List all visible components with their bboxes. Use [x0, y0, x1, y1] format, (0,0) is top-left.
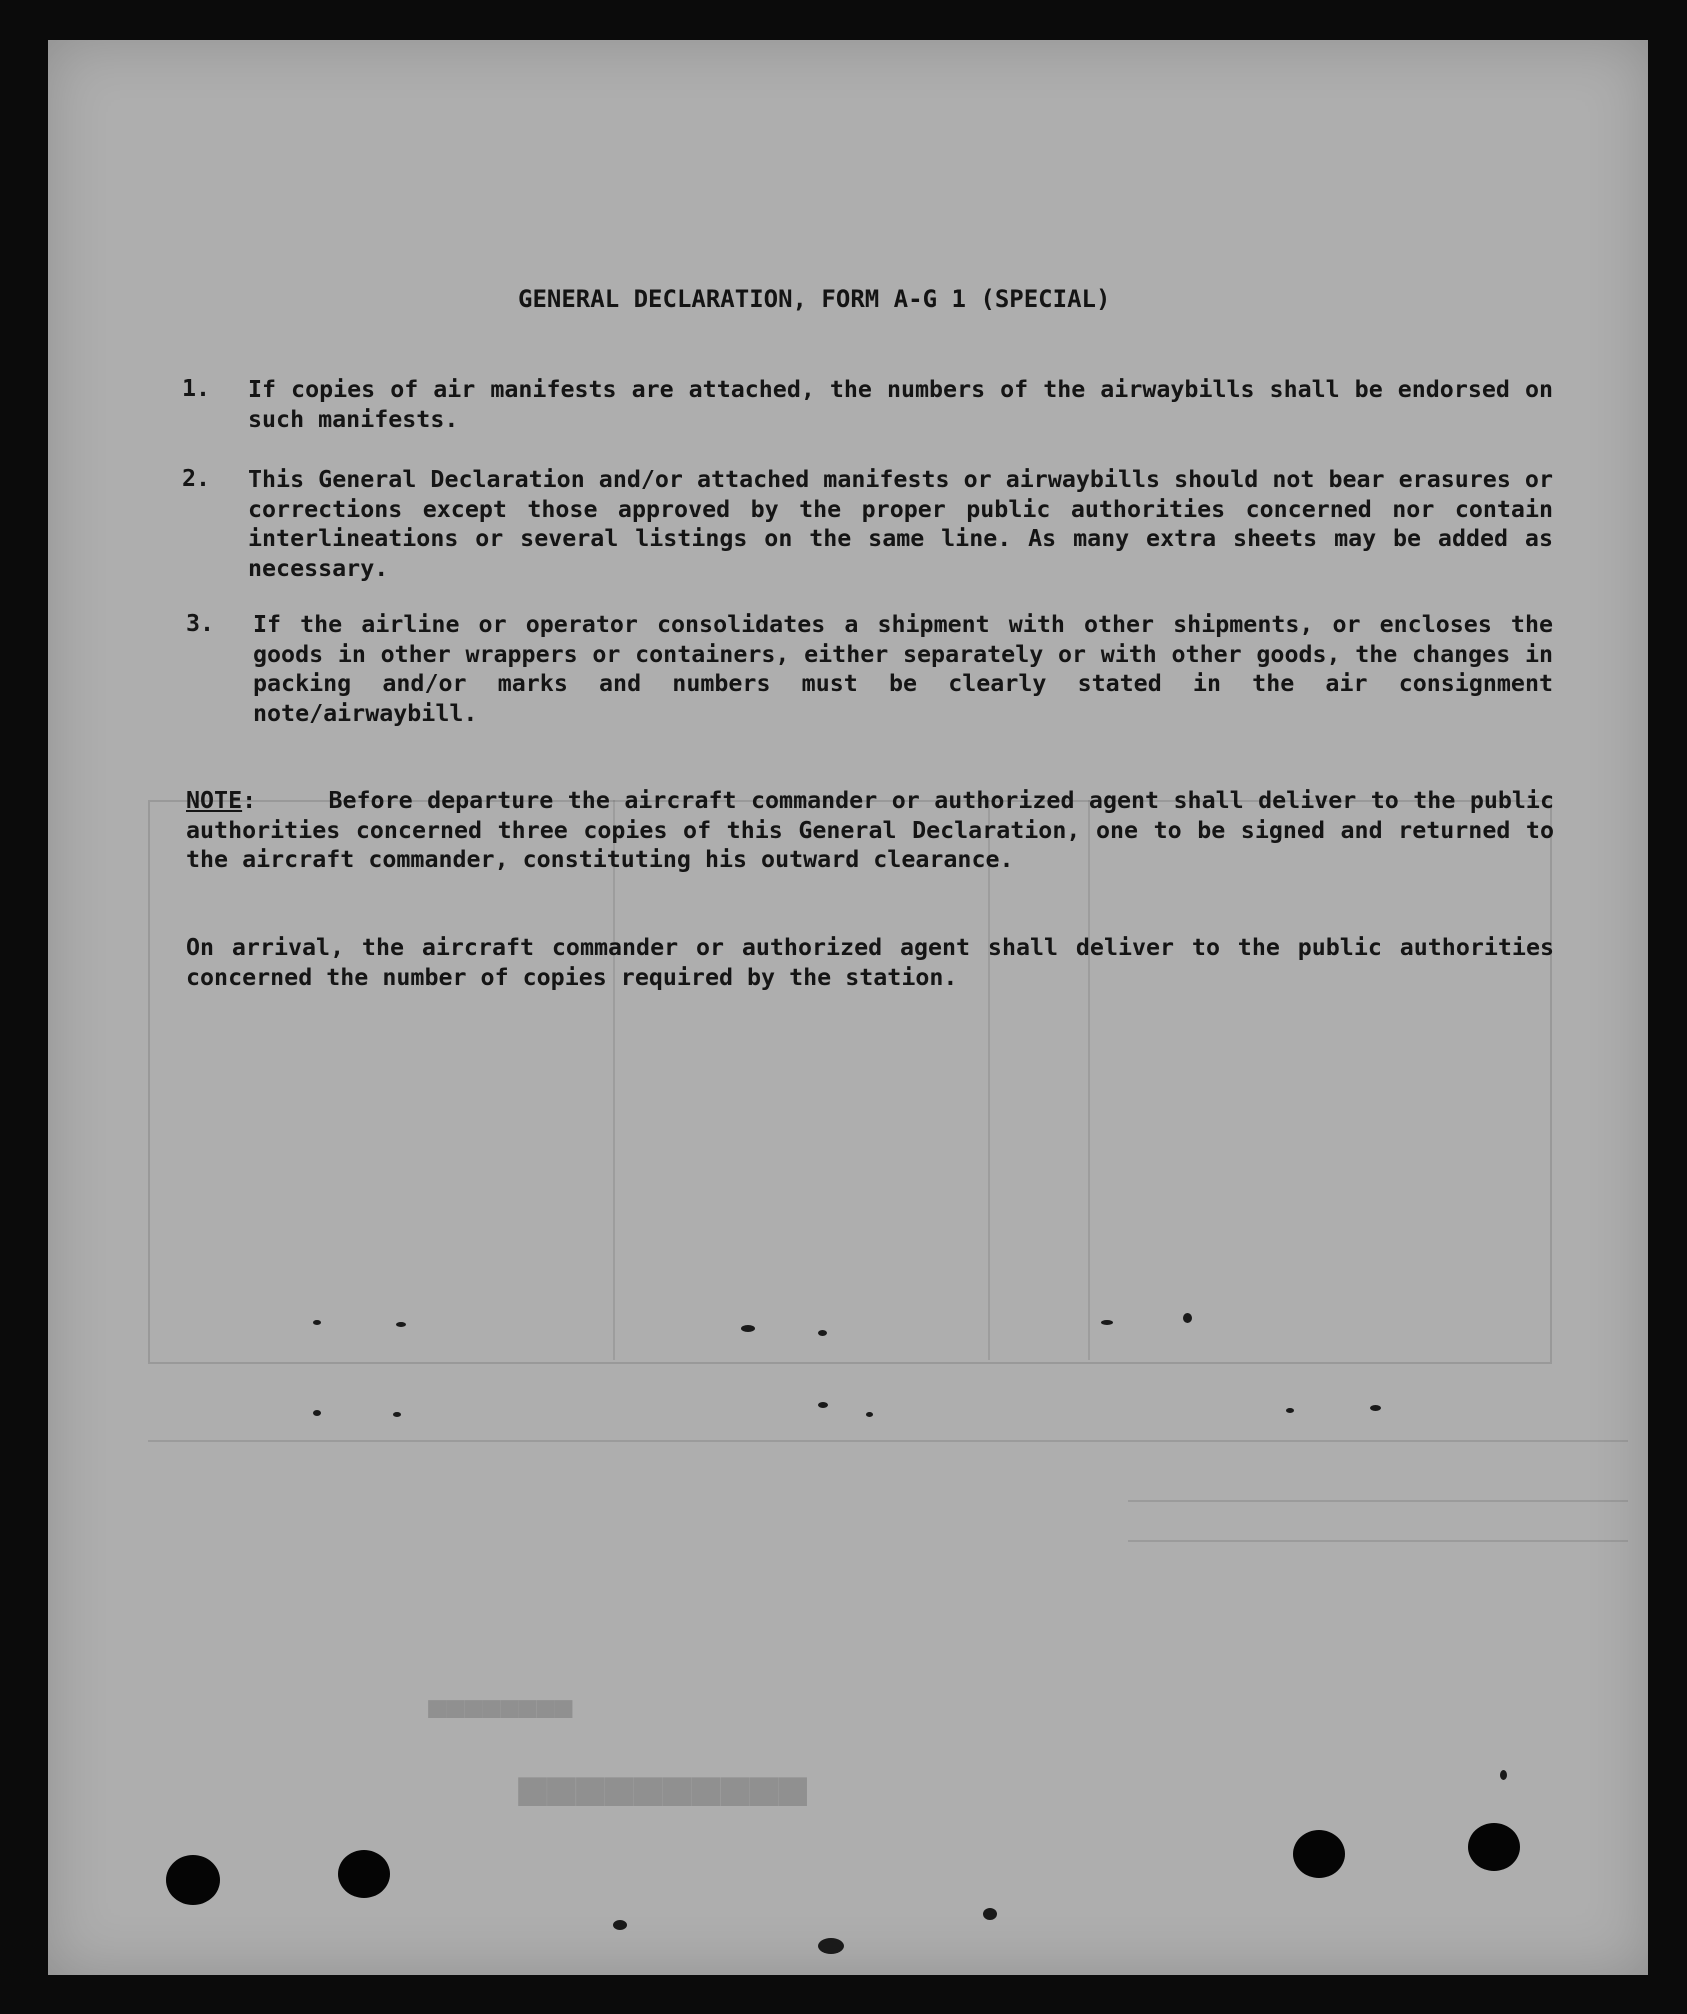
punch-hole	[1293, 1830, 1345, 1878]
punch-hole	[1468, 1823, 1520, 1871]
item-text: If copies of air manifests are attached, the numbers of the airwaybills shall be endorsed on such manifests.	[248, 376, 1553, 433]
speck	[1286, 1408, 1294, 1413]
speck	[313, 1410, 321, 1416]
showthrough-rule	[1128, 1500, 1628, 1502]
item-text: This General Declaration and/or attached manifests or airwaybills should not bear erasures or corrections except those approved by the proper public authorities concerned nor contain interlineations or several listings on the same line. As many extra sheets may be added as necessary.	[248, 466, 1553, 582]
showthrough-rule	[1128, 1540, 1628, 1542]
speck	[1500, 1770, 1507, 1780]
speck	[1370, 1405, 1381, 1411]
speck	[396, 1322, 406, 1327]
speck	[818, 1938, 844, 1954]
document-sheet	[48, 40, 1648, 1975]
speck	[866, 1412, 873, 1417]
showthrough-rule	[613, 800, 615, 1360]
page-title: GENERAL DECLARATION, FORM A-G 1 (SPECIAL)	[518, 285, 1111, 313]
speck	[1183, 1313, 1192, 1323]
item-number: 2.	[182, 465, 211, 492]
showthrough-rule	[988, 800, 990, 1360]
showthrough-rule	[1088, 800, 1090, 1360]
note-label: NOTE	[186, 787, 243, 814]
speck	[393, 1412, 401, 1417]
speck	[1101, 1320, 1113, 1325]
note-paragraph	[186, 786, 1554, 875]
speck	[313, 1320, 321, 1325]
speck	[818, 1402, 828, 1408]
note-colon: :	[242, 787, 257, 814]
showthrough-text: ■■■■■■■■	[428, 1690, 573, 1725]
showthrough-table	[148, 800, 1552, 1364]
speck	[818, 1330, 827, 1336]
showthrough-text: ■■■■■■■■■■	[518, 1760, 807, 1816]
speck	[613, 1920, 627, 1930]
speck	[741, 1325, 755, 1332]
punch-hole	[338, 1850, 390, 1898]
item-number: 1.	[182, 375, 211, 402]
item-text: If the airline or operator consolidates a shipment with other shipments, or encloses the goods in other wrappers or containers, either separately or with other goods, the changes in packing and/or marks and numbers must be clearly stated in the air consignment note/airwaybill.	[253, 611, 1553, 727]
punch-hole	[166, 1855, 220, 1905]
note-text: Before departure the aircraft commander or authorized agent shall deliver to the public authorities concerned three copies of this General Declaration, one to be signed and returned to the aircraft commander, constituting his outward clearance.	[186, 787, 1554, 873]
showthrough-rule	[148, 1440, 1628, 1442]
item-number: 3.	[186, 610, 215, 637]
speck	[983, 1908, 997, 1920]
arrival-paragraph: On arrival, the aircraft commander or authorized agent shall deliver to the public authorities concerned the number of copies required by the station.	[186, 934, 1554, 991]
